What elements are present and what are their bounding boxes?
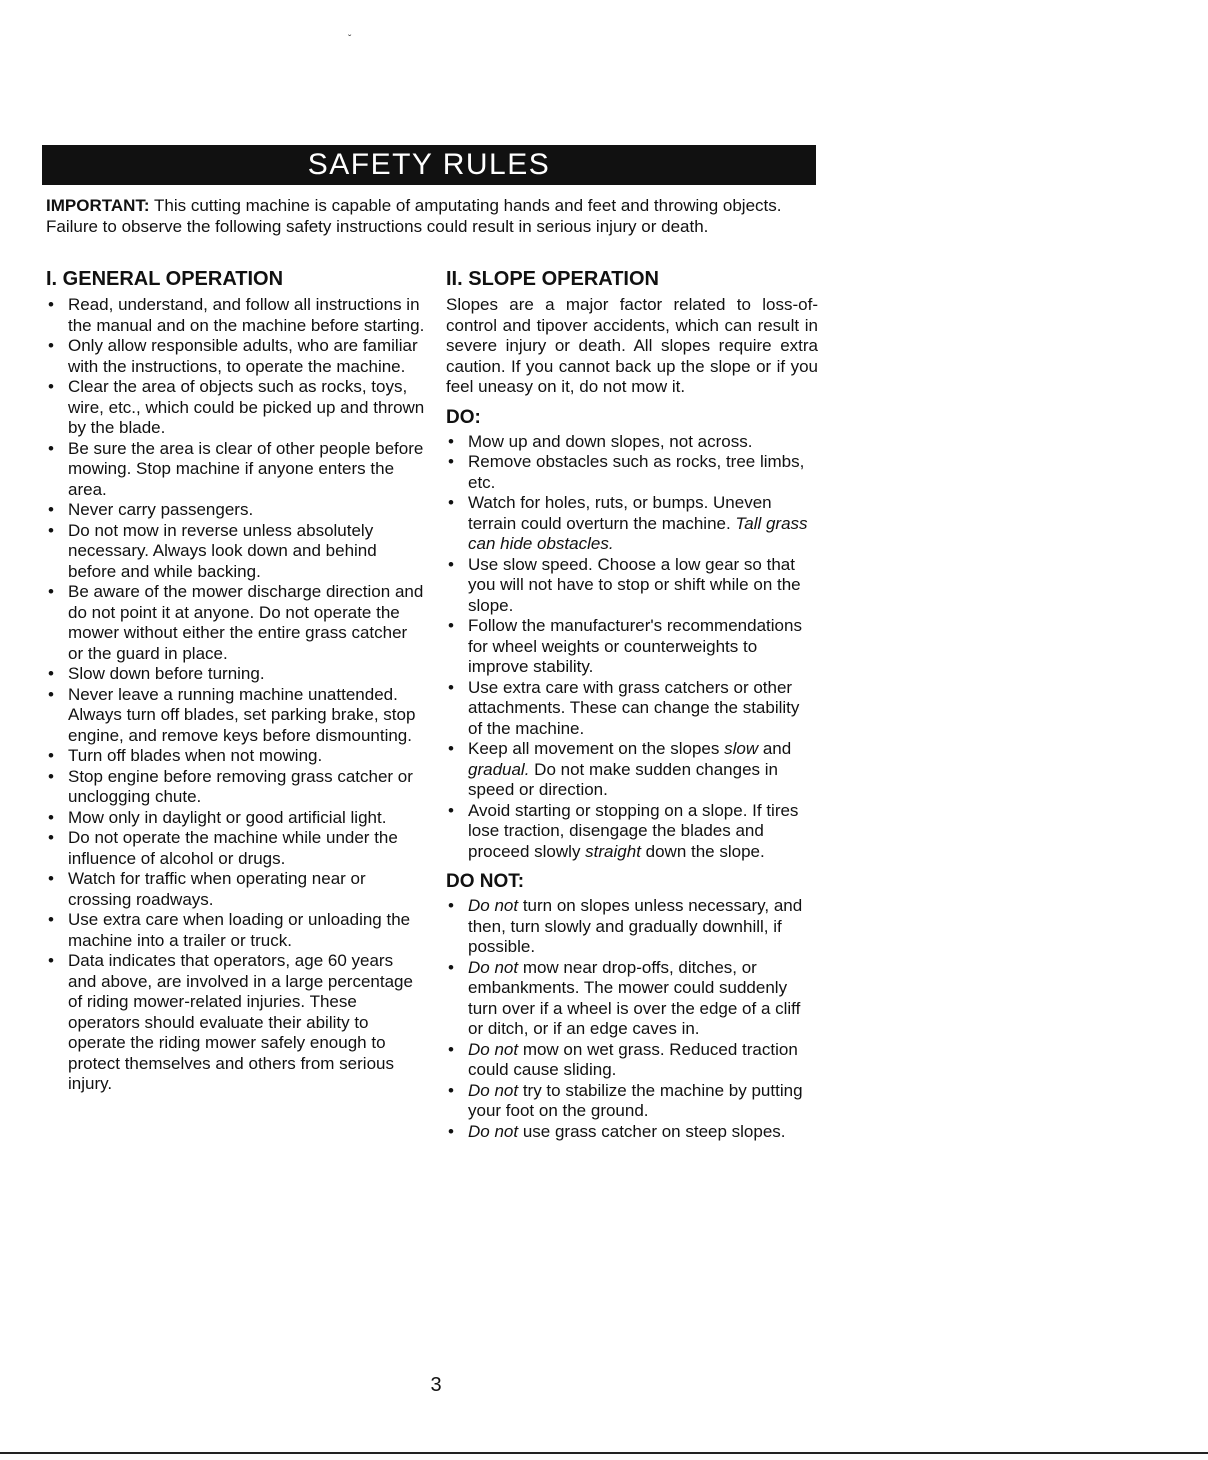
list-item — [446, 678, 818, 740]
list-item-text: Do not make sudden changes in speed or direction. — [468, 759, 778, 799]
list-item-text: Read, understand, and follow all instructions in the manual and on the machine before starting. — [68, 295, 425, 335]
bullet-icon: • — [48, 438, 54, 458]
list-item-emphasis: Do not — [468, 1039, 519, 1059]
list-item-text: Data indicates that operators, age 60 years and above, are involved in a large percentage of riding mower-related injuries. These operators should evaluate their ability to operate the riding mower safely enough to protect themselves and others from serious injury. — [68, 951, 413, 1093]
bullet-icon: • — [48, 951, 54, 970]
list-item — [46, 521, 426, 583]
list-item — [46, 582, 426, 664]
bullet-icon: • — [448, 452, 454, 471]
bullet-icon: • — [448, 957, 454, 977]
list-item-text: try to stabilize the machine by putting your foot on the ground. — [468, 1080, 803, 1120]
bullet-icon: • — [48, 582, 54, 601]
bullet-icon: • — [48, 684, 54, 704]
bullet-icon: • — [448, 739, 454, 758]
list-item-text: Do not operate the machine while under the influence of alcohol or drugs. — [68, 828, 398, 868]
list-item — [446, 432, 818, 453]
list-item-emphasis: straight — [585, 841, 641, 861]
bullet-icon: • — [448, 896, 454, 915]
list-item-text: Use extra care when loading or unloading the machine into a trailer or truck. — [68, 910, 411, 950]
list-item-text: Slow down before turning. — [68, 664, 265, 683]
list-item — [46, 828, 426, 869]
list-item-text: Stop engine before removing grass catcher or unclogging chute. — [68, 766, 413, 806]
list-item-text: Remove obstacles such as rocks, tree limbs, etc. — [468, 452, 805, 492]
bullet-icon: • — [448, 1121, 454, 1141]
list-item-text: Do not mow in reverse unless absolutely necessary. Always look down and behind before and while backing. — [68, 520, 377, 581]
list-item-text: Mow up and down slopes, not across. — [468, 431, 753, 451]
bullet-icon: • — [448, 677, 454, 697]
bullet-icon: • — [48, 910, 54, 929]
list-item — [446, 1122, 818, 1143]
list-item — [46, 664, 426, 685]
list-item-text: Be aware of the mower discharge direction and do not point it at anyone. Do not operate the mower without either the entire grass catcher or the guard in place. — [68, 582, 424, 663]
bullet-icon: • — [48, 520, 54, 540]
do-not-list — [446, 896, 818, 1142]
list-item-emphasis: Do not — [468, 1080, 519, 1100]
list-item-text: Watch for traffic when operating near or crossing roadways. — [68, 869, 366, 909]
page-title: SAFETY RULES — [42, 145, 816, 185]
list-item-text: Follow the manufacturer's recommendations for wheel weights or counterweights to improve stability. — [468, 616, 802, 676]
list-item-emphasis: gradual. — [468, 759, 530, 779]
list-item-emphasis: slow — [724, 739, 759, 758]
list-item — [46, 746, 426, 767]
scan-mark: ˇ — [348, 34, 352, 45]
do-heading: DO: — [446, 406, 481, 428]
list-item — [46, 910, 426, 951]
list-item — [46, 439, 426, 501]
list-item-text: use grass catcher on steep slopes. — [518, 1121, 786, 1141]
bullet-icon: • — [448, 800, 454, 820]
page-number: 3 — [430, 1374, 442, 1396]
list-item-text: Turn off blades when not mowing. — [68, 746, 323, 765]
bullet-icon: • — [48, 766, 54, 786]
list-item-text: Watch for holes, ruts, or bumps. Uneven terrain could overturn the machine. — [468, 493, 772, 533]
list-item — [46, 869, 426, 910]
list-item-text: down the slope. — [640, 841, 765, 861]
list-item-text: Avoid starting or stopping on a slope. If tires lose traction, disengage the blades and proceed slowly — [468, 800, 799, 861]
bullet-icon: • — [48, 664, 54, 683]
list-item — [446, 1081, 818, 1122]
list-item — [446, 896, 818, 958]
list-item — [46, 500, 426, 521]
bullet-icon: • — [448, 616, 454, 635]
general-operation-heading: I. GENERAL OPERATION — [46, 268, 284, 290]
list-item — [446, 801, 818, 863]
list-item — [46, 336, 426, 377]
list-item — [446, 616, 818, 678]
list-item — [446, 1040, 818, 1081]
list-item-text: turn on slopes unless necessary, and then, turn slowly and gradually downhill, if possible. — [468, 896, 803, 956]
general-operation-list — [46, 295, 426, 1095]
list-item — [46, 951, 426, 1095]
bullet-icon: • — [48, 869, 54, 888]
list-item — [46, 808, 426, 829]
list-item-text: Never leave a running machine unattended. Always turn off blades, set parking brake, stop engine, and remove keys before dismounting. — [68, 684, 416, 745]
list-item-text: mow on wet grass. Reduced traction could cause sliding. — [468, 1039, 798, 1079]
list-item-text: Clear the area of objects such as rocks, toys, wire, etc., which could be picked up and thrown by the blade. — [68, 377, 425, 437]
bullet-icon: • — [448, 431, 454, 451]
bullet-icon: • — [448, 493, 454, 512]
list-item-text: Keep all movement on the slopes — [468, 739, 725, 758]
list-item — [46, 377, 426, 439]
list-item — [46, 685, 426, 747]
list-item — [46, 295, 426, 336]
list-item-text: Mow only in daylight or good artificial light. — [68, 807, 387, 827]
list-item-emphasis: Tall grass can hide obstacles. — [468, 513, 808, 553]
list-item — [446, 493, 818, 555]
list-item — [446, 958, 818, 1040]
list-item-emphasis: Do not — [468, 957, 519, 977]
list-item-emphasis: Do not — [468, 896, 519, 915]
list-item — [446, 555, 818, 617]
important-text: This cutting machine is capable of amputating hands and feet and throwing objects. Failure to observe the following safety instructions could result in serious injury or death. — [46, 196, 782, 236]
list-item — [446, 452, 818, 493]
do-not-heading: DO NOT: — [446, 871, 525, 892]
bullet-icon: • — [48, 295, 54, 314]
bullet-icon: • — [448, 554, 454, 574]
bullet-icon: • — [448, 1039, 454, 1059]
bullet-icon: • — [48, 746, 54, 765]
do-list — [446, 432, 818, 863]
list-item-text: Only allow responsible adults, who are familiar with the instructions, to operate the machine. — [68, 336, 418, 376]
bullet-icon: • — [48, 500, 54, 519]
list-item-text: Use slow speed. Choose a low gear so that you will not have to stop or shift while on the slope. — [468, 554, 801, 615]
list-item — [446, 739, 818, 801]
list-item-emphasis: Do not — [468, 1121, 519, 1141]
bullet-icon: • — [48, 828, 54, 847]
list-item-text: Never carry passengers. — [68, 500, 254, 519]
list-item-text: mow near drop-offs, ditches, or embankments. The mower could suddenly turn over if a wheel is over the edge of a cliff or ditch, or if an edge caves in. — [468, 957, 801, 1038]
general-operation-section — [46, 267, 426, 1095]
list-item-text: Use extra care with grass catchers or other attachments. These can change the stability of the machine. — [468, 677, 800, 738]
bullet-icon: • — [48, 377, 54, 396]
bullet-icon: • — [48, 336, 54, 355]
slope-operation-section — [446, 267, 818, 1142]
slope-intro: Slopes are a major factor related to loss-of-control and tipover accidents, which can result in severe injury or death. All slopes require extra caution. If you cannot back up the slope or if you feel uneasy on it, do not mow it. — [446, 295, 818, 396]
page-bottom-rule — [0, 1452, 1208, 1454]
list-item-text: and — [758, 739, 792, 758]
important-label: IMPORTANT: — [46, 196, 150, 215]
list-item — [46, 767, 426, 808]
bullet-icon: • — [448, 1080, 454, 1100]
bullet-icon: • — [48, 807, 54, 827]
important-notice — [46, 195, 816, 237]
list-item-text: Be sure the area is clear of other people before mowing. Stop machine if anyone enters the area. — [68, 438, 424, 499]
slope-operation-heading: II. SLOPE OPERATION — [446, 268, 659, 290]
